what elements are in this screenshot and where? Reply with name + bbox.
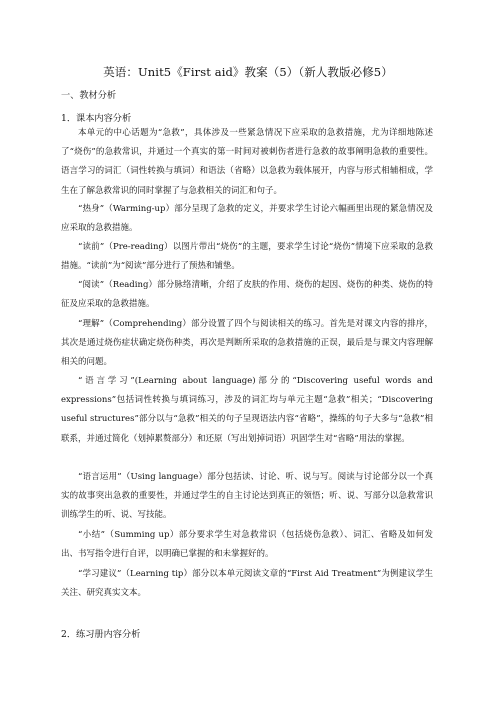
paragraph-pre-reading: “读前”（Pre-reading）以图片带出“烧伤”的主题，要求学生讨论“烧伤”情境下应采取的急救措施。“读前”为“阅读”部分进行了预热和铺垫。: [61, 242, 433, 272]
paragraph-summing-up: “小结”（Summing up）部分要求学生对急救常识（包括烧伤急救）、词汇、省略及如何发出、书写指令进行自评，以明确已掌握的和未掌握好的。: [61, 530, 433, 560]
subsection-heading-workbook-content: 2．练习册内容分析: [61, 629, 141, 640]
paragraph-reading: “阅读”（Reading）部分脉络清晰，介绍了皮肤的作用、烧伤的起因、烧伤的种类、烧伤的特征及应采取的急救措施。: [61, 280, 433, 310]
paragraph-learning-about-language: “语言学习”(Learning about language)部分的“Discovering useful words and expressions”包括词性转换与填词练习，涉及的词汇均与单元主题“急救”相关；“Discovering useful structures”部分以与“急救”相关的句子呈现语法内容“省略”，操练的句子大多与“急救”相联系，并通过简化（划掉累赘部分）和还原（写出划掉词语）巩固学生对“省略”用法的掌握。: [61, 376, 433, 444]
subsection-heading-textbook-content: 1．课本内容分析: [61, 113, 132, 124]
document-title: 英语：Unit5《First aid》教案（5）（新人教版必修5）: [103, 65, 393, 79]
section-heading-textbook-analysis: 一、教材分析: [61, 90, 117, 101]
paragraph-warming-up: “热身”（Warming-up）部分呈现了急救的定义，并要求学生讨论六幅画里出现的紧急情况及应采取的急救措施。: [61, 204, 433, 234]
paragraph-unit-overview: 本单元的中心话题为“急救”，具体涉及一些紧急情况下应采取的急救措施，尤为详细地陈述了“烧伤”的急救常识，并通过一个真实的第一时间对被刺伤者进行急救的故事阐明急救的重要性。语言学习的词汇（词性转换与填词）和语法（省略）以急救为载体展开，内容与形式相辅相成，学生在了解急救常识的同时掌握了与急救相关的词汇和句子。: [61, 128, 433, 196]
paragraph-learning-tip: “学习建议”（Learning tip）部分以本单元阅读文章的“First Aid Treatment”为例建议学生关注、研究真实文本。: [61, 569, 433, 599]
paragraph-comprehending: “理解”（Comprehending）部分设置了四个与阅读相关的练习。首先是对课文内容的排序，其次是通过烧伤症状确定烧伤种类，再次是判断所采取的急救措施的正误，最后是与课文内容理解相关的问题。: [61, 319, 433, 368]
paragraph-using-language: “语言运用”（Using language）部分包括读、讨论、听、说与写。阅读与讨论部分以一个真实的故事突出急救的重要性，并通过学生的自主讨论达到真正的领悟；听、说、写部分以急救常识训练学生的听、说、写技能。: [61, 472, 433, 521]
